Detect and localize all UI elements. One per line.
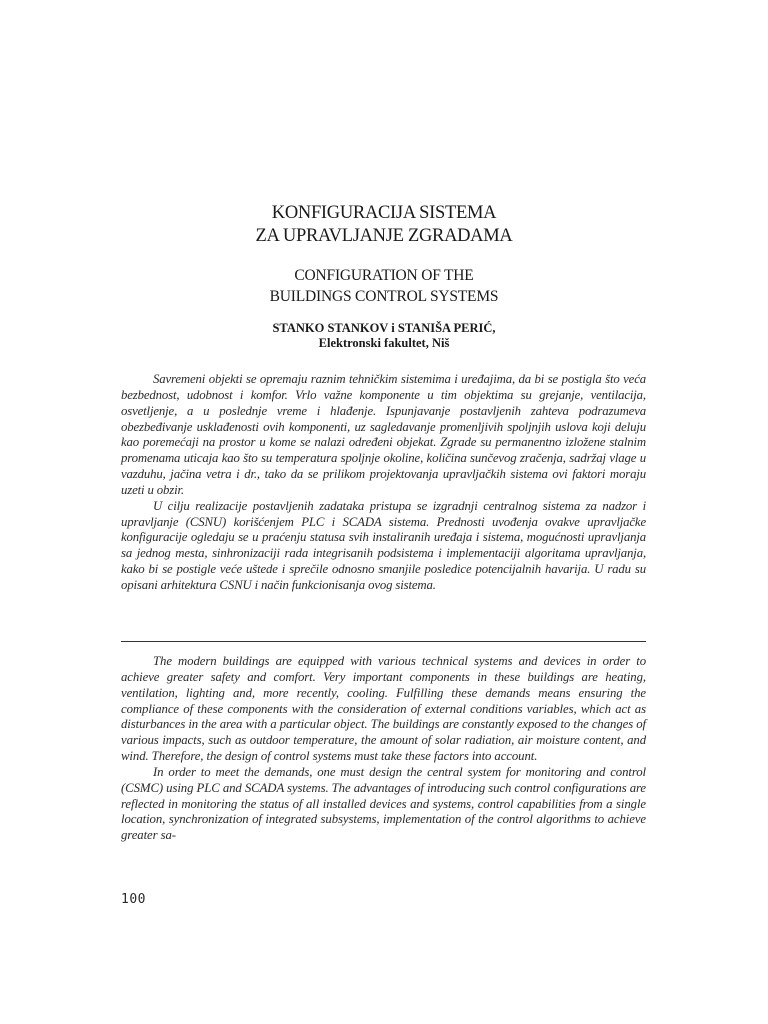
abstract-english-paragraph-1: The modern buildings are equipped with various technical systems and devices in order to achieve greater safety and comfort. Very important components in these buildings are heating, ventilation, lighting and, more recently, cooling. Fulfilling these demands means ensuring the compliance of these components with the consideration of external conditions variables, which act as disturbances in the area with a particular object. The buildings are constantly exposed to the changes of various impacts, such as outdoor temperature, the amount of solar radiation, air moisture content, and wind. Therefore, the design of control systems must take these factors into account. bbox=[121, 654, 646, 764]
abstract-serbian-paragraph-1: Savremeni objekti se opremaju raznim tehničkim sistemima i uređajima, da bi se postigla što veća bezbednost, udobnost i komfor. Vrlo važne komponente u tim objektima su grejanje, ventilacija, osvetljenje, a u poslednje vreme i hlađenje. Ispunjavanje postavljenih zahteva podrazumeva obezbeđivanje usklađenosti ovih komponenti, uz sagledavanje promenljivih spoljnjih uslova koji deluju kao poremećaji na prostor u kome se nalazi određeni objekat. Zgrade su permanentno izložene stalnim promenama uticaja kao što su temperatura spoljnje okoline, količina sunčevog zračenja, sadržaj vlage u vazduhu, jačina vetra i dr., tako da se prilikom projektovanja upravljačkih sistema ovi faktori moraju uzeti u obzir. bbox=[121, 372, 646, 497]
abstract-serbian-paragraph-2: U cilju realizacije postavljenih zadataka pristupa se izgradnji centralnog sistema za nadzor i upravljanje (CSNU) korišćenjem PLC i SCADA sistema. Prednosti uvođenja ovakve upravljačke konfiguracije ogledaju se u praćenju statusa svih instaliranih uređaja i sistema, mogućnosti upravljanja sa jednog mesta, sinhronizaciji rada integrisanih podsistema i implementaciji algoritama upravljanja, kako bi se postigle veće uštede i sprečile odnosno smanjile posledice potencijalnih havarija. U radu su opisani arhitektura CSNU i način funkcionisanja ovog sistema. bbox=[121, 498, 646, 592]
author-names: STANKO STANKOV i STANIŠA PERIĆ, bbox=[272, 321, 496, 335]
paper-title-english bbox=[0, 265, 768, 307]
author-affiliation: Elektronski fakultet, Niš bbox=[318, 336, 450, 350]
paper-title-serbian bbox=[0, 202, 768, 248]
page-number: 100 bbox=[121, 892, 146, 907]
abstract-english bbox=[121, 654, 646, 844]
abstract-serbian bbox=[121, 372, 646, 594]
title-english-line-1: CONFIGURATION OF THE bbox=[294, 267, 474, 284]
title-serbian-line-2: ZA UPRAVLJANJE ZGRADAMA bbox=[255, 226, 513, 246]
author-block bbox=[0, 321, 768, 351]
title-serbian-line-1: KONFIGURACIJA SISTEMA bbox=[271, 203, 497, 223]
title-english-line-2: BUILDINGS CONTROL SYSTEMS bbox=[269, 288, 499, 305]
section-divider bbox=[121, 641, 646, 642]
abstract-english-paragraph-2: In order to meet the demands, one must design the central system for monitoring and control (CSMC) using PLC and SCADA systems. The advantages of introducing such control configurations are reflected in monitoring the status of all installed devices and systems, control capabilities from a single location, synchronization of integrated subsystems, implementation of the control algorithms to achieve greater sa- bbox=[121, 764, 646, 843]
